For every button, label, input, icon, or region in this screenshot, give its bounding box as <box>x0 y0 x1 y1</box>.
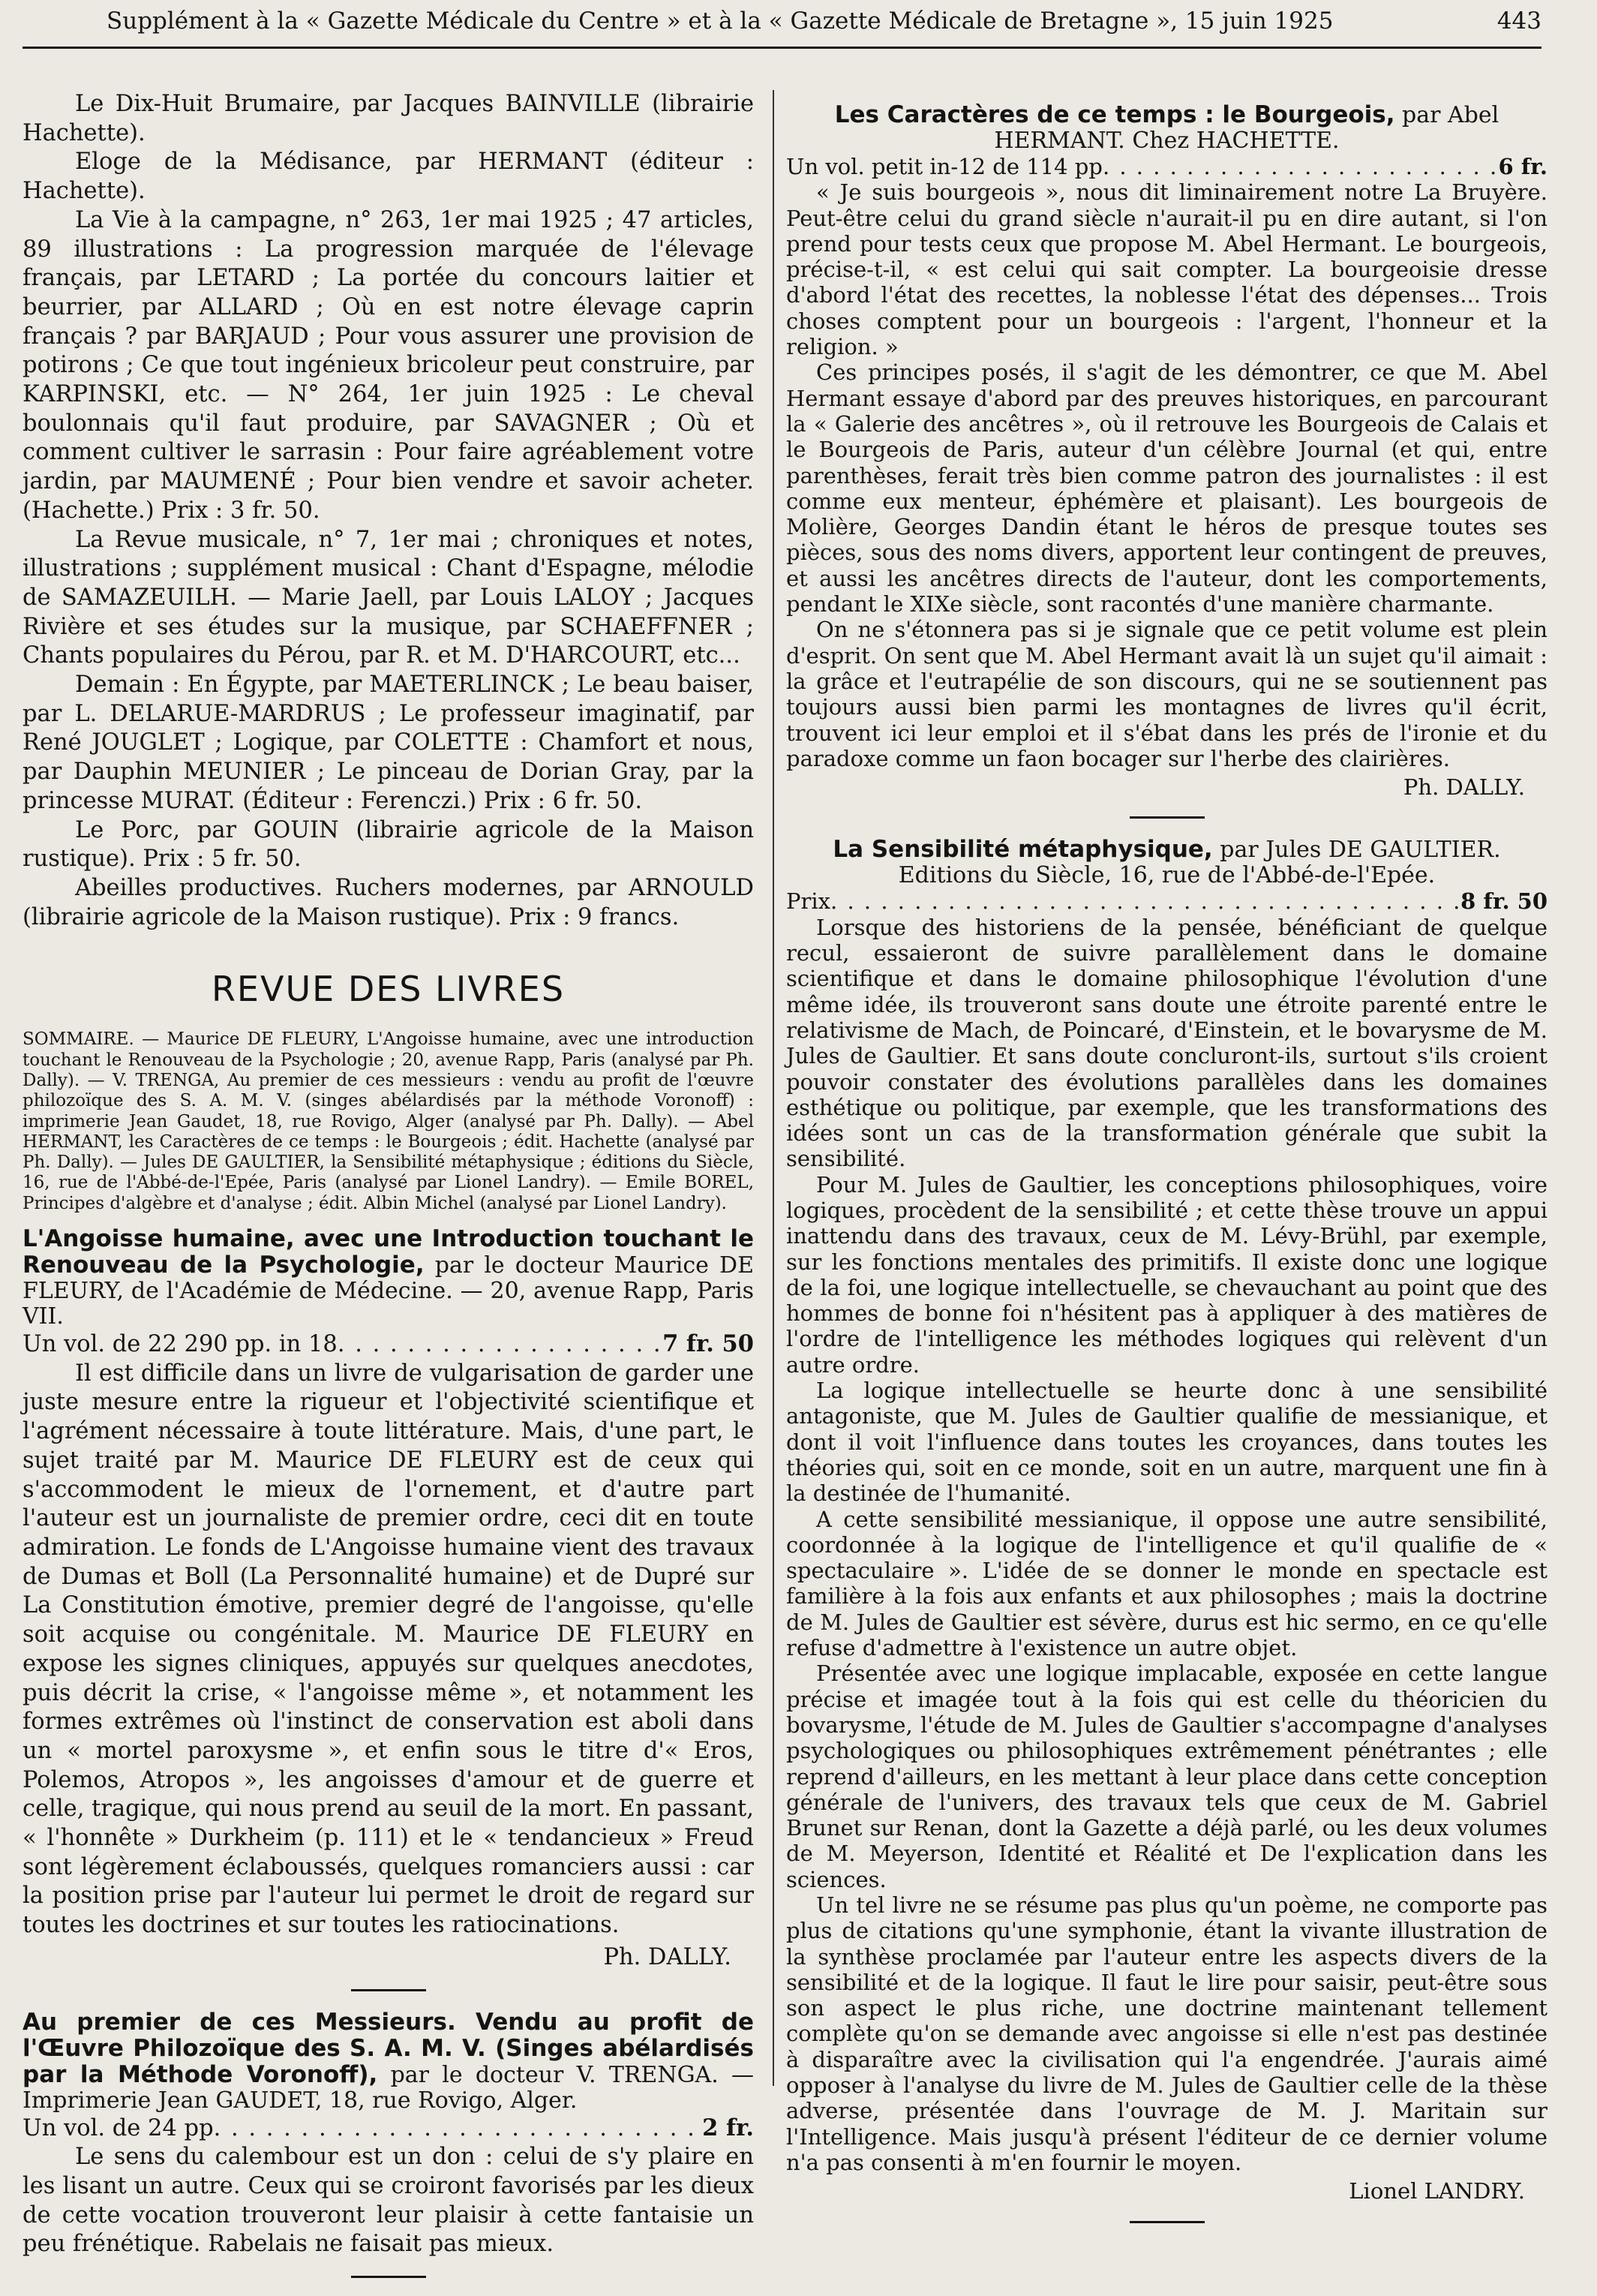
review-meta: par le docteur Maurice DE FLEURY, de l'Académie de Médecine. — 20, avenue Rapp, Paris VII. <box>23 1252 754 1330</box>
review-title: L'Angoisse humaine, avec une Introduction touchant le Renouveau de la Psychologie, <box>23 1225 754 1279</box>
review-premier-messieurs <box>23 2009 754 2260</box>
price-line <box>23 2114 754 2144</box>
volume-info: Un vol. de 24 pp <box>23 2114 214 2141</box>
header-rule <box>23 47 1541 49</box>
periodical-entry: Demain : En Égypte, par MAETERLINCK ; Le beau baiser, par L. DELARUE-MARDRUS ; Le professeur imaginatif, par René JOUGLET ; Logique, par COLETTE : Chamfort et nous, par Dauphin MEUNIER ; Le pinceau de Dorian Gray, par la princesse MURAT. (Éditeur : Ferenczi.) Prix : 6 fr. 50. <box>23 672 754 814</box>
separator-rule <box>1130 816 1205 819</box>
review-heading <box>23 1226 754 1330</box>
review-signature: Ph. DALLY. <box>603 1943 731 1970</box>
periodical-entry: La Vie à la campagne, n° 263, 1er mai 1925 ; 47 articles, 89 illustrations : La progression marquée de l'élevage français, par LETARD ; La portée du concours laitier et beurrier, par ALLARD ; Où en est notre élevage caprin français ? par BARJAUD ; Pour vous assurer une provision de potirons ; Ce que tout ingénieux bricoleur peut construire, par KARPINSKI, etc. — N° 264, 1er juin 1925 : Le cheval boulonnais qu'il faut produire, par SAVAGNER ; Où et comment cultiver le sarrasin : Pour faire agréablement votre jardin, par MAUMENÉ ; Pour bien vendre et savoir acheter. (Hachette.) Prix : 3 fr. 50. <box>23 206 754 524</box>
review-paragraph: Ces principes posés, il s'agit de les démontrer, ce que M. Abel Hermant essaye d'abord par des preuves historiques, en parcourant la « Galerie des ancêtres », où il retrouve les Bourgeois de Calais et le Bourgeois de Paris, auteur d'un célèbre Journal (et qui, entre parenthèses, ferait très bien comme patron des journalistes : il est comme eux menteur, éphémère et plaisant). Les bourgeois de Molière, Georges Dandin étant le héros de presque toutes ses pièces, sous des noms divers, apportent leur contingent de preuves, et aussi les ancêtres directs de l'auteur, dont les comportements, pendant le XIXe siècle, sont racontés d'une manière charmante. <box>786 359 1547 618</box>
review-title: La Sensibilité métaphysique, <box>833 836 1213 864</box>
price: 7 fr. 50 <box>662 1330 754 1358</box>
review-paragraph: On ne s'étonnera pas si je signale que ce petit volume est plein d'esprit. On sent que M. Abel Hermant avait là un sujet qu'il aimait : la grâce et l'eutrapélie de son discours, qui ne se soutiennent pas toujours aussi bien parmi les montagnes de livres qu'il écrit, trouvent ici leur emploi et il s'ébat dans les prés de l'ironie et du paradoxe comme un faon bocager sur l'herbe des clairières. <box>786 617 1547 771</box>
running-head <box>45 6 1541 36</box>
review-meta: par Abel HERMANT. Chez HACHETTE. <box>994 102 1499 154</box>
separator-rule <box>1130 2221 1205 2223</box>
periodical-entry: Abeilles productives. Ruchers modernes, par ARNOULD (librairie agricole de la Maison rustique). Prix : 9 francs. <box>23 874 754 930</box>
review-heading <box>23 2009 754 2114</box>
price: 6 fr. <box>1498 154 1547 179</box>
leader-dots <box>1103 154 1499 179</box>
page-number: 443 <box>1496 8 1541 35</box>
periodical-entry: Le Porc, par GOUIN (librairie agricole de la Maison rustique). Prix : 5 fr. 50. <box>23 816 754 873</box>
review-heading <box>786 102 1547 154</box>
price: 8 fr. 50 <box>1460 888 1547 915</box>
leader-dots <box>338 1330 662 1360</box>
leader-dots <box>214 2114 703 2144</box>
review-sensibilite <box>786 837 1547 2204</box>
review-paragraph: A cette sensibilité messianique, il oppose une autre sensibilité, coordonnée à la logique de l'intelligence et qu'il qualifie de « spectaculaire ». L'idée de se donner le monde en spectacle est familière à la fois aux enfants et aux philosophes ; mais la doctrine de M. Jules de Gaultier est sévère, durus est hic sermo, en ce qu'elle refuse d'admettre à l'existence un autre objet. <box>786 1506 1547 1661</box>
review-title: Les Caractères de ce temps : le Bourgeois, <box>834 101 1395 128</box>
running-title: Supplément à la « Gazette Médicale du Centre » et à la « Gazette Médicale de Bretagne », 15 juin 1925 <box>107 8 1334 35</box>
review-paragraph: Un tel livre ne se résume pas plus qu'un poème, ne comporte pas plus de citations qu'une symphonie, étant la vivante illustration de la synthèse proclamée par l'auteur entre les aspects divers de la sensibilité et de la logique. Il faut le lire pour saisir, peut-être sous son aspect le plus riche, une doctrine maintenant tellement complète qu'on se demande avec angoisse si elle n'est pas destinée à disparaître avec la civilisation qui l'a engendrée. J'aurais aimé opposer à l'analyse du livre de M. Jules de Gaultier celle de la thèse adverse, présentée dans l'ouvrage de M. J. Maritain sur l'Intelligence. Mais jusqu'à présent l'éditeur de ce dernier volume n'a pas consenti à m'en fournir le moyen. <box>786 1892 1547 2175</box>
review-paragraph: « Je suis bourgeois », nous dit liminairement notre La Bruyère. Peut-être celui du grand siècle n'aurait-il pu en dire autant, si l'on prend pour tests ceux que propose M. Abel Hermant. Le bourgeois, précise-t-il, « est celui qui sait compter. La bourgeoisie dresse d'abord l'état des recettes, la noblesse l'état des dépenses... Trois choses comptent pour un bourgeois : l'argent, l'honneur et la religion. » <box>786 179 1547 360</box>
review-paragraph: Présentée avec une logique implacable, exposée en cette langue précise et imagée tout à la fois qui est celle du théoricien du bovarysme, l'étude de M. Jules de Gaultier s'accompagne d'analyses psychologiques ou philosophiques extrêmement pénétrantes ; elle reprend d'ailleurs, en les mettant à leur place dans cette conception générale de l'univers, des travaux tels que ceux de M. Gabriel Brunet sur Renan, dont la Gazette a déjà parlé, ou les deux volumes de M. Meyerson, Identité et Réalité et De l'explication dans les sciences. <box>786 1660 1547 1892</box>
periodical-entry: Eloge de la Médisance, par HERMANT (éditeur : Hachette). <box>23 149 754 205</box>
review-bourgeois <box>786 102 1547 800</box>
section-title: REVUE DES LIVRES <box>211 969 566 1010</box>
review-paragraph: Lorsque des historiens de la pensée, bénéficiant de quelque recul, essaieront de suivre parallèlement dans le domaine scientifique et dans le domaine philosophique l'évolution d'une même idée, ils trouveront sans doute une étroite parenté entre le relativisme de Mach, de Poincaré, d'Einstein, et le bovarysme de M. Jules de Gaultier. Et sans doute concluront-ils, surtout s'ils croient pouvoir constater des évolutions parallèles dans les domaines esthétique ou politique, par exemple, que les transformations des idées sont un cas de la transformation générale que subit la sensibilité. <box>786 914 1547 1172</box>
separator-rule <box>351 2276 426 2278</box>
review-angoisse <box>23 1226 754 1972</box>
review-body: Il est difficile dans un livre de vulgarisation de garder une juste mesure entre la rigueur et l'objectivité scientifique et l'agrément nécessaire à toute littérature. Mais, d'une part, le sujet traité par M. Maurice DE FLEURY est de ceux qui s'accommodent le mieux de l'ornement, et d'autre part l'auteur est un journaliste de premier ordre, ceci dit en toute admiration. Le fonds de L'Angoisse humaine vient des travaux de Dumas et Boll (La Personnalité humaine) et de Dupré sur La Constitution émotive, premier degré de l'angoisse, qu'elle soit acquise ou congénitale. M. Maurice DE FLEURY en expose les signes cliniques, appuyés sur quelques anecdotes, puis décrit la crise, « l'angoisse même », et notamment les formes extrêmes où l'instinct de conservation est aboli dans un « mortel paroxysme », et enfin sous le titre d'« Eros, Polemos, Atropos », les angoisses d'amour et de guerre et celle, tragique, qui nous prend au seuil de la mort. En passant, « l'honnête » Durkheim (p. 111) et le « tendancieux » Freud sont légèrement éclaboussés, quelques romanciers aussi : car la position prise par l'auteur lui permet le droit de regard sur toutes les doctrines et sur toutes les ratiocinations. <box>23 1360 754 1939</box>
summary: SOMMAIRE. — Maurice DE FLEURY, L'Angoisse humaine, avec une introduction touchant le Renouveau de la Psychologie ; 20, avenue Rapp, Paris (analysé par Ph. Dally). — V. TRENGA, Au premier de ces messieurs : vendu au profit de l'œuvre philozoïque des S. A. M. V. (singes abélardisés par la méthode Voronoff) : imprimerie Jean Gaudet, 18, rue Rovigo, Alger (analysé par Ph. Dally). — Abel HERMANT, les Caractères de ce temps : le Bourgeois ; édit. Hachette (analysé par Ph. Dally). — Jules DE GAULTIER, la Sensibilité métaphysique ; éditions du Siècle, 16, rue de l'Abbé-de-l'Epée, Paris (analysé par Lionel Landry). — Emile BOREL, Principes d'algèbre et d'analyse ; édit. Albin Michel (analysé par Lionel Landry). <box>23 1029 754 1213</box>
periodical-entry: La Revue musicale, n° 7, 1er mai ; chroniques et notes, illustrations ; supplément musical : Chant d'Espagne, mélodie de SAMAZEUILH. — Marie Jaell, par Louis LALOY ; Jacques Rivière et ses études sur la musique, par SCHAEFFNER ; Chants populaires du Pérou, par R. et M. D'HARCOURT, etc... <box>23 526 754 669</box>
right-column <box>786 90 1547 2241</box>
price-line <box>23 1330 754 1360</box>
review-meta: par le docteur V. TRENGA. — Imprimerie Jean GAUDET, 18, rue Rovigo, Alger. <box>23 2061 754 2114</box>
column-rule <box>773 90 774 2086</box>
price-line <box>786 154 1547 179</box>
review-paragraph: Pour M. Jules de Gaultier, les conceptions philosophiques, voire logiques, procèdent de la sensibilité ; et cette thèse trouve un appui inattendu dans des travaux, ceux de M. Lévy-Brühl, par exemple, sur les fonctions mentales des primitifs. Il existe donc une logique de la foi, une logique intellectuelle, se chevauchant au point que des hommes de bonne foi n'hésitent pas à appliquer à des matières de l'ordre de l'intelligence les méthodes logiques qui relèvent d'un autre ordre. <box>786 1171 1547 1378</box>
price-line <box>786 888 1547 914</box>
volume-info: Un vol. petit in-12 de 114 pp <box>786 154 1103 179</box>
periodical-entry: Le Dix-Huit Brumaire, par Jacques BAINVILLE (librairie Hachette). <box>23 91 754 146</box>
price: 2 fr. <box>702 2114 754 2141</box>
left-column <box>23 90 754 2296</box>
review-title: Au premier de ces Messieurs. Vendu au profit de l'Œuvre Philozoïque des S. A. M. V. (Singes abélardisés par la Méthode Voronoff), <box>23 2008 754 2088</box>
volume-info: Prix <box>786 888 831 915</box>
review-heading <box>786 837 1547 888</box>
volume-info: Un vol. de 22 290 pp. in 18 <box>23 1331 338 1358</box>
review-meta: par Jules DE GAULTIER. Editions du Siècle, 16, rue de l'Abbé-de-l'Epée. <box>898 837 1501 889</box>
periodicals-list <box>23 90 754 932</box>
leader-dots <box>830 888 1460 914</box>
review-body: Le sens du calembour est un don : celui de s'y plaire en les lisant un autre. Ceux qui se croiront favorisés par les dieux de cette vocation trouveront leur plaisir à cette fantaisie un peu frénétique. Rabelais ne faisait pas mieux. <box>23 2144 754 2258</box>
review-signature: Ph. DALLY. <box>1403 774 1525 801</box>
review-paragraph: La logique intellectuelle se heurte donc à une sensibilité antagoniste, que M. Jules de Gaultier qualifie de messianique, et dont il voit l'influence dans toutes les croyances, dans toutes les théories qui, soit en ce monde, soit en un autre, marquent une fin à la destinée de l'humanité. <box>786 1378 1547 1507</box>
separator-rule <box>351 1989 426 1991</box>
review-signature: Lionel LANDRY. <box>1349 2178 1525 2204</box>
